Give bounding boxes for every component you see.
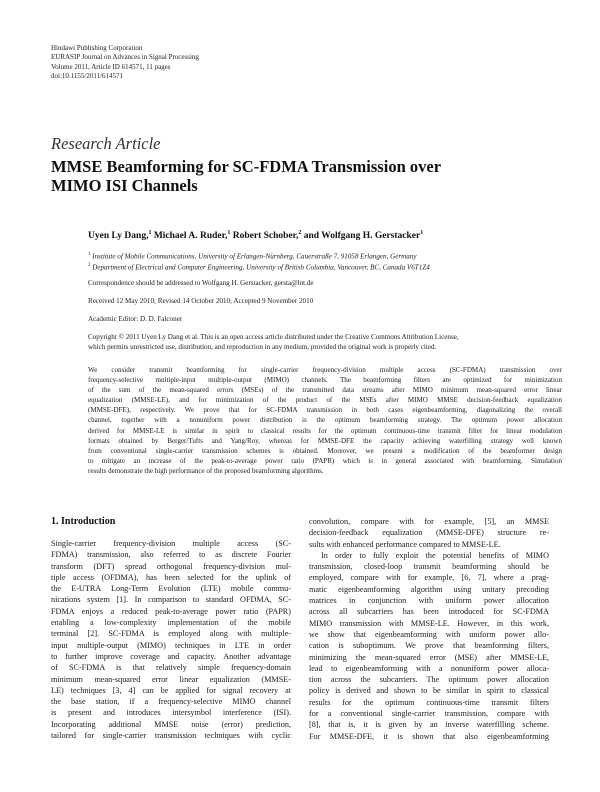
body-line: policy is derived and shown to be similar in spirit to classical (309, 686, 549, 696)
body-line: is present and introduces intersymbol interference (ISI). (51, 708, 291, 718)
body-column-right (309, 516, 549, 742)
body-line: In order to fully exploit the potential benefits of MIMO (321, 550, 549, 560)
body-line: terminal [2]. SC-FDMA is employed along with multiple- (51, 629, 291, 639)
journal-header (51, 44, 199, 81)
body-line: results for the optimum continuous-time transmit filters (309, 697, 549, 707)
author-affiliation-mark: 1 (148, 230, 152, 236)
author-list (88, 230, 423, 241)
body-line: cation is suboptimum. We prove that beamforming filters, (309, 641, 549, 651)
abstract-line: equalization (MMSE-LE), and for minimization of the product of the MSEs after MIMO MMSE decision-feedback equalization (88, 396, 562, 405)
abstract-line: derived for MMSE-LE is similar in spirit to classical results for the optimum continuous-time transmit filter for linear modulation (88, 426, 562, 435)
author-name: Uyen Ly Dang, (88, 231, 149, 242)
abstract-line: frequency-selective multiple-input multiple-output (MIMO) channels. The beamforming filters are optimized for minimization (88, 376, 562, 385)
body-line: Incorporating additional MMSE noise (error) prediction, (51, 719, 291, 729)
publisher-line: Hindawi Publishing Corporation (51, 44, 143, 52)
body-line: tiple access (OFDMA), has been selected for the uplink of (51, 572, 291, 582)
affiliation-mark: 2 (88, 263, 91, 269)
received-dates: Received 12 May 2010; Revised 14 October 2010; Accepted 9 November 2010 (88, 297, 314, 305)
section-heading-introduction: 1. Introduction (51, 516, 116, 527)
author-name: and Wolfgang H. Gerstacker (301, 231, 421, 242)
body-line: employed, compare with for example, [6, 7], where a prag- (309, 573, 549, 583)
title-line-2: MIMO ISI Channels (51, 176, 198, 195)
author-affiliation-mark: 1 (420, 230, 424, 236)
body-line: lead to eigenbeamforming with a nonuniform power alloca- (309, 663, 549, 673)
article-type: Research Article (51, 134, 161, 153)
abstract (88, 365, 562, 476)
abstract-line: channel, together with a nonuniform power distribution is the optimum beamforming strategy. The optimum power allocation (88, 416, 562, 425)
abstract-line: formats obtained by Berger/Tufts and Yang/Roy, whereas for MMSE-DFE the capacity achieving waterfilling strategy well known (88, 436, 562, 445)
body-line: For MMSE-DFE, it is shown that also eigenbeamforming (309, 731, 549, 741)
affiliation-text: Department of Electrical and Computer Engineering, University of British Columbia, Vancouver, BC, Canada V6T1Z4 (90, 263, 430, 272)
body-line: tailored for single-carrier transmission techniques with cyclic (51, 731, 291, 741)
abstract-line: results demonstrate the high performance of the proposed beamforming algorithms. (88, 466, 324, 475)
author-name: Michael A. Ruder, (151, 231, 228, 242)
body-line: MIMO transmission with MMSE-LE. However, in this work, (309, 618, 549, 628)
body-line: convolution, compare with for example, [5], an MMSE (309, 517, 549, 526)
body-line: Single-carrier frequency-division multiple access (SC- (51, 539, 291, 548)
author-affiliation-mark: 2 (298, 230, 302, 236)
body-line: minimizing the mean-squared error (MSE) after MMSE-LE, (309, 652, 549, 662)
affiliation-2 (88, 261, 560, 272)
copyright-line-1: Copyright © 2011 Uyen Ly Dang et al. This is an open access article distributed under the Creative Commons Attribution License, (88, 333, 459, 341)
copyright-line-2: which permits unrestricted use, distribution, and reproduction in any medium, provided the original work is properly cited. (88, 343, 437, 351)
body-line: to further improve coverage and capacity. Another advantage (51, 651, 291, 661)
body-line: matrices in conjunction with uniform power allocation (309, 596, 549, 606)
affiliation-text: Institute of Mobile Communications, University of Erlangen-Nürnberg, Cauerstraße 7, 91058 Erlangen, Germany (90, 252, 417, 261)
body-line: FDMA) transmission, also referred to as discrete Fourier (51, 550, 291, 560)
body-line: input multiple-output (MIMO) techniques in LTE in order (51, 640, 291, 650)
body-line: the E-UTRA Long-Term Evolution (LTE) mobile commu- (51, 584, 291, 594)
abstract-line: (MMSE-DFE), respectively. We prove that for SC-FDMA transmission in both cases eigenbeamforming, diagonalizing the overall (88, 406, 562, 415)
academic-editor: Academic Editor: D. D. Falconer (88, 315, 183, 323)
body-line: the base station, if a frequency-selective MIMO channel (51, 697, 291, 707)
author-name: Robert Schober, (230, 231, 299, 242)
affiliation-1 (88, 250, 560, 261)
body-line: decision-feedback equalization (MMSE-DFE) structure re- (309, 528, 549, 538)
journal-line: EURASIP Journal on Advances in Signal Processing (51, 53, 199, 62)
body-line: transmission, closed-loop transmit beamforming should be (309, 562, 549, 572)
body-line: nications system [1]. In comparison to standard OFDMA, SC- (51, 595, 291, 605)
abstract-line: We consider transmit beamforming for single-carrier frequency-division multiple access (SC-FDMA) transmission over (88, 366, 562, 374)
body-line: matic eigenbeamforming algorithm using unitary precoding (309, 584, 549, 594)
body-line: across all subcarriers has been introduced for SC-FDMA (309, 607, 549, 617)
body-line: enabling a low-complexity implementation of the mobile (51, 618, 291, 628)
affiliation-mark: 1 (88, 252, 91, 257)
body-line: transform (DFT) spread orthogonal frequency-division mul- (51, 561, 291, 571)
body-column-left (51, 538, 291, 741)
body-line: sults with enhanced performance compared to MMSE-LE. (309, 539, 501, 549)
title-line-1: MMSE Beamforming for SC-FDMA Transmission over (51, 157, 442, 176)
body-line: of SC-FDMA is that relatively simple frequency-domain (51, 663, 291, 673)
doi-line: doi:10.1155/2011/614571 (51, 71, 124, 80)
abstract-line: from conventional single-carrier transmission schemes is obtained. Moreover, we present a modification of the beamformer design (88, 446, 562, 455)
body-line: we show that eigenbeamforming with uniform power allo- (309, 629, 549, 639)
volume-line: Volume 2011, Article ID 614571, 11 pages (51, 62, 171, 71)
body-line: tion across the subcarriers. The optimum power allocation (309, 675, 549, 685)
body-line: for a conventional single-carrier transmission, compare with (309, 709, 549, 719)
body-line: LE) techniques [3, 4] can be applied for signal recovery at (51, 685, 291, 695)
body-line: minimum mean-squared error linear equalization (MMSE- (51, 674, 291, 684)
copyright-notice (88, 332, 560, 352)
body-line: FDMA enjoys a reduced peak-to-average power ratio (PAPR) (51, 606, 291, 616)
paper-title (51, 157, 551, 195)
body-line: [8], that is, it is given by an inverse waterfilling scheme. (309, 720, 549, 730)
abstract-line: to mitigate an increase of the peak-to-average power ratio (PAPR) which is in general associated with beamforming. Simulation (88, 456, 562, 465)
affiliations (88, 250, 560, 273)
author-affiliation-mark: 1 (227, 230, 231, 236)
correspondence: Correspondence should be addressed to Wolfgang H. Gerstacker, gersta@lnt.de (88, 279, 314, 287)
abstract-line: of the sum of the mean-squared errors (MSEs) of the transmitted data streams after MIMO minimum mean-squared error linear (88, 386, 562, 395)
